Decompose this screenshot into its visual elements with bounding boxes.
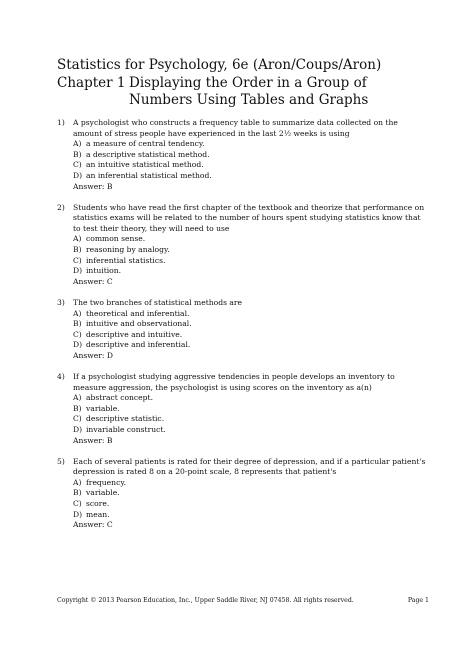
question-number: 4) [57, 371, 65, 381]
answer-key: Answer: B [73, 181, 113, 191]
question-text: Students who have read the first chapter of the textbook and theorize that performance on statistics exams will be related to the number of hours spent studying statistics know that to test their theory, they will need to use [73, 202, 425, 233]
choice-text: descriptive and inferential. [86, 340, 191, 350]
question-stem [57, 203, 429, 235]
book-title: Statistics for Psychology, 6e (Aron/Coups/Aron) [57, 57, 382, 73]
choice-text: reasoning by analogy. [86, 245, 170, 255]
question-text: If a psychologist studying aggressive tendencies in people develops an inventory to measure aggression, the psychologist is using scores on the inventory as a(n) [73, 371, 395, 392]
answer-choice [73, 171, 429, 182]
answer-choice [73, 309, 429, 320]
choice-letter: C) [73, 499, 82, 508]
answer-choice [73, 425, 429, 436]
choice-letter: C) [73, 414, 82, 424]
choice-text: invariable construct. [86, 424, 166, 434]
choice-text: variable. [86, 488, 120, 498]
choice-letter: D) [73, 340, 83, 350]
answer-key: Answer: C [73, 276, 113, 286]
choice-text: an intuitive statistical method. [86, 160, 204, 170]
choice-letter: B) [73, 149, 82, 159]
question-item [57, 372, 429, 446]
choice-text: inferential statistics. [86, 255, 166, 265]
question-item [57, 118, 429, 192]
question-list [57, 118, 429, 541]
answer-choice [73, 510, 429, 521]
answer-key: Answer: B [73, 435, 113, 445]
question-number: 3) [57, 297, 65, 307]
choice-text: intuitive and observational. [86, 319, 192, 329]
choice-letter: A) [73, 139, 82, 149]
choice-text: score. [86, 499, 110, 508]
choice-letter: D) [73, 170, 83, 180]
choice-letter: C) [73, 329, 82, 339]
answer-choice [73, 393, 429, 404]
choice-letter: C) [73, 255, 82, 265]
answer-choice [73, 150, 429, 161]
choice-letter: D) [73, 424, 83, 434]
question-text: Each of several patients is rated for their degree of depression, and if a particular patient's depression is rated 8 on a 20-point scale, 8 represents that patient's [73, 456, 426, 477]
choice-letter: C) [73, 160, 82, 170]
answer-choices [73, 234, 429, 276]
choice-letter: B) [73, 403, 82, 413]
choice-text: an inferential statistical method. [86, 170, 212, 180]
choice-letter: A) [73, 308, 82, 318]
choice-text: a descriptive statistical method. [86, 149, 210, 159]
answer-choice [73, 256, 429, 267]
choice-text: abstract concept. [86, 393, 154, 403]
answer-choice [73, 160, 429, 171]
answer-choice [73, 319, 429, 330]
question-stem [57, 118, 429, 139]
answer-choice [73, 330, 429, 341]
choice-letter: A) [73, 477, 82, 487]
answer-choice [73, 404, 429, 415]
question-text: The two branches of statistical methods are [73, 297, 243, 307]
choice-letter: A) [73, 234, 82, 244]
question-text: A psychologist who constructs a frequency table to summarize data collected on the amount of stress people have experienced in the last 2½ weeks is using [73, 118, 398, 138]
question-number: 5) [57, 456, 65, 466]
page-number: Page 1 [407, 597, 429, 604]
answer-choice [73, 499, 429, 510]
answer-choice [73, 245, 429, 256]
choice-letter: D) [73, 266, 83, 276]
choice-text: variable. [86, 403, 120, 413]
choice-letter: B) [73, 245, 82, 255]
question-stem [57, 298, 429, 309]
choice-text: frequency. [86, 477, 127, 487]
question-number: 2) [57, 202, 65, 212]
answer-key: Answer: D [73, 350, 113, 360]
chapter-title: Displaying the Order in a Group of Numbers Using Tables and Graphs [129, 75, 369, 108]
answer-choice [73, 234, 429, 245]
choice-letter: B) [73, 319, 82, 329]
answer-choice [73, 414, 429, 425]
choice-letter: A) [73, 393, 82, 403]
choice-text: a measure of central tendency. [86, 139, 205, 149]
answer-choice [73, 266, 429, 277]
question-stem [57, 372, 429, 393]
choice-text: common sense. [86, 234, 146, 244]
answer-choice [73, 478, 429, 489]
choice-text: descriptive statistic. [86, 414, 165, 424]
choice-letter: D) [73, 509, 83, 519]
answer-choice [73, 488, 429, 499]
answer-choice [73, 139, 429, 150]
chapter-label: Chapter 1 [57, 75, 126, 91]
choice-text: mean. [86, 509, 110, 519]
choice-text: theoretical and inferential. [86, 308, 190, 318]
answer-choices [73, 139, 429, 181]
choice-text: descriptive and intuitive. [86, 329, 183, 339]
choice-text: intuition. [86, 266, 122, 276]
copyright-notice: Copyright © 2013 Pearson Education, Inc., Upper Saddle River, NJ 07458. All rights reserved. [57, 597, 354, 604]
page-footer [57, 597, 429, 605]
answer-choices [73, 309, 429, 351]
question-stem [57, 457, 429, 478]
answer-choices [73, 393, 429, 435]
answer-choices [73, 478, 429, 520]
answer-key: Answer: C [73, 520, 113, 530]
choice-letter: B) [73, 488, 82, 498]
question-item [57, 203, 429, 288]
question-item [57, 298, 429, 362]
question-number: 1) [57, 118, 65, 127]
question-item [57, 457, 429, 531]
answer-choice [73, 340, 429, 351]
